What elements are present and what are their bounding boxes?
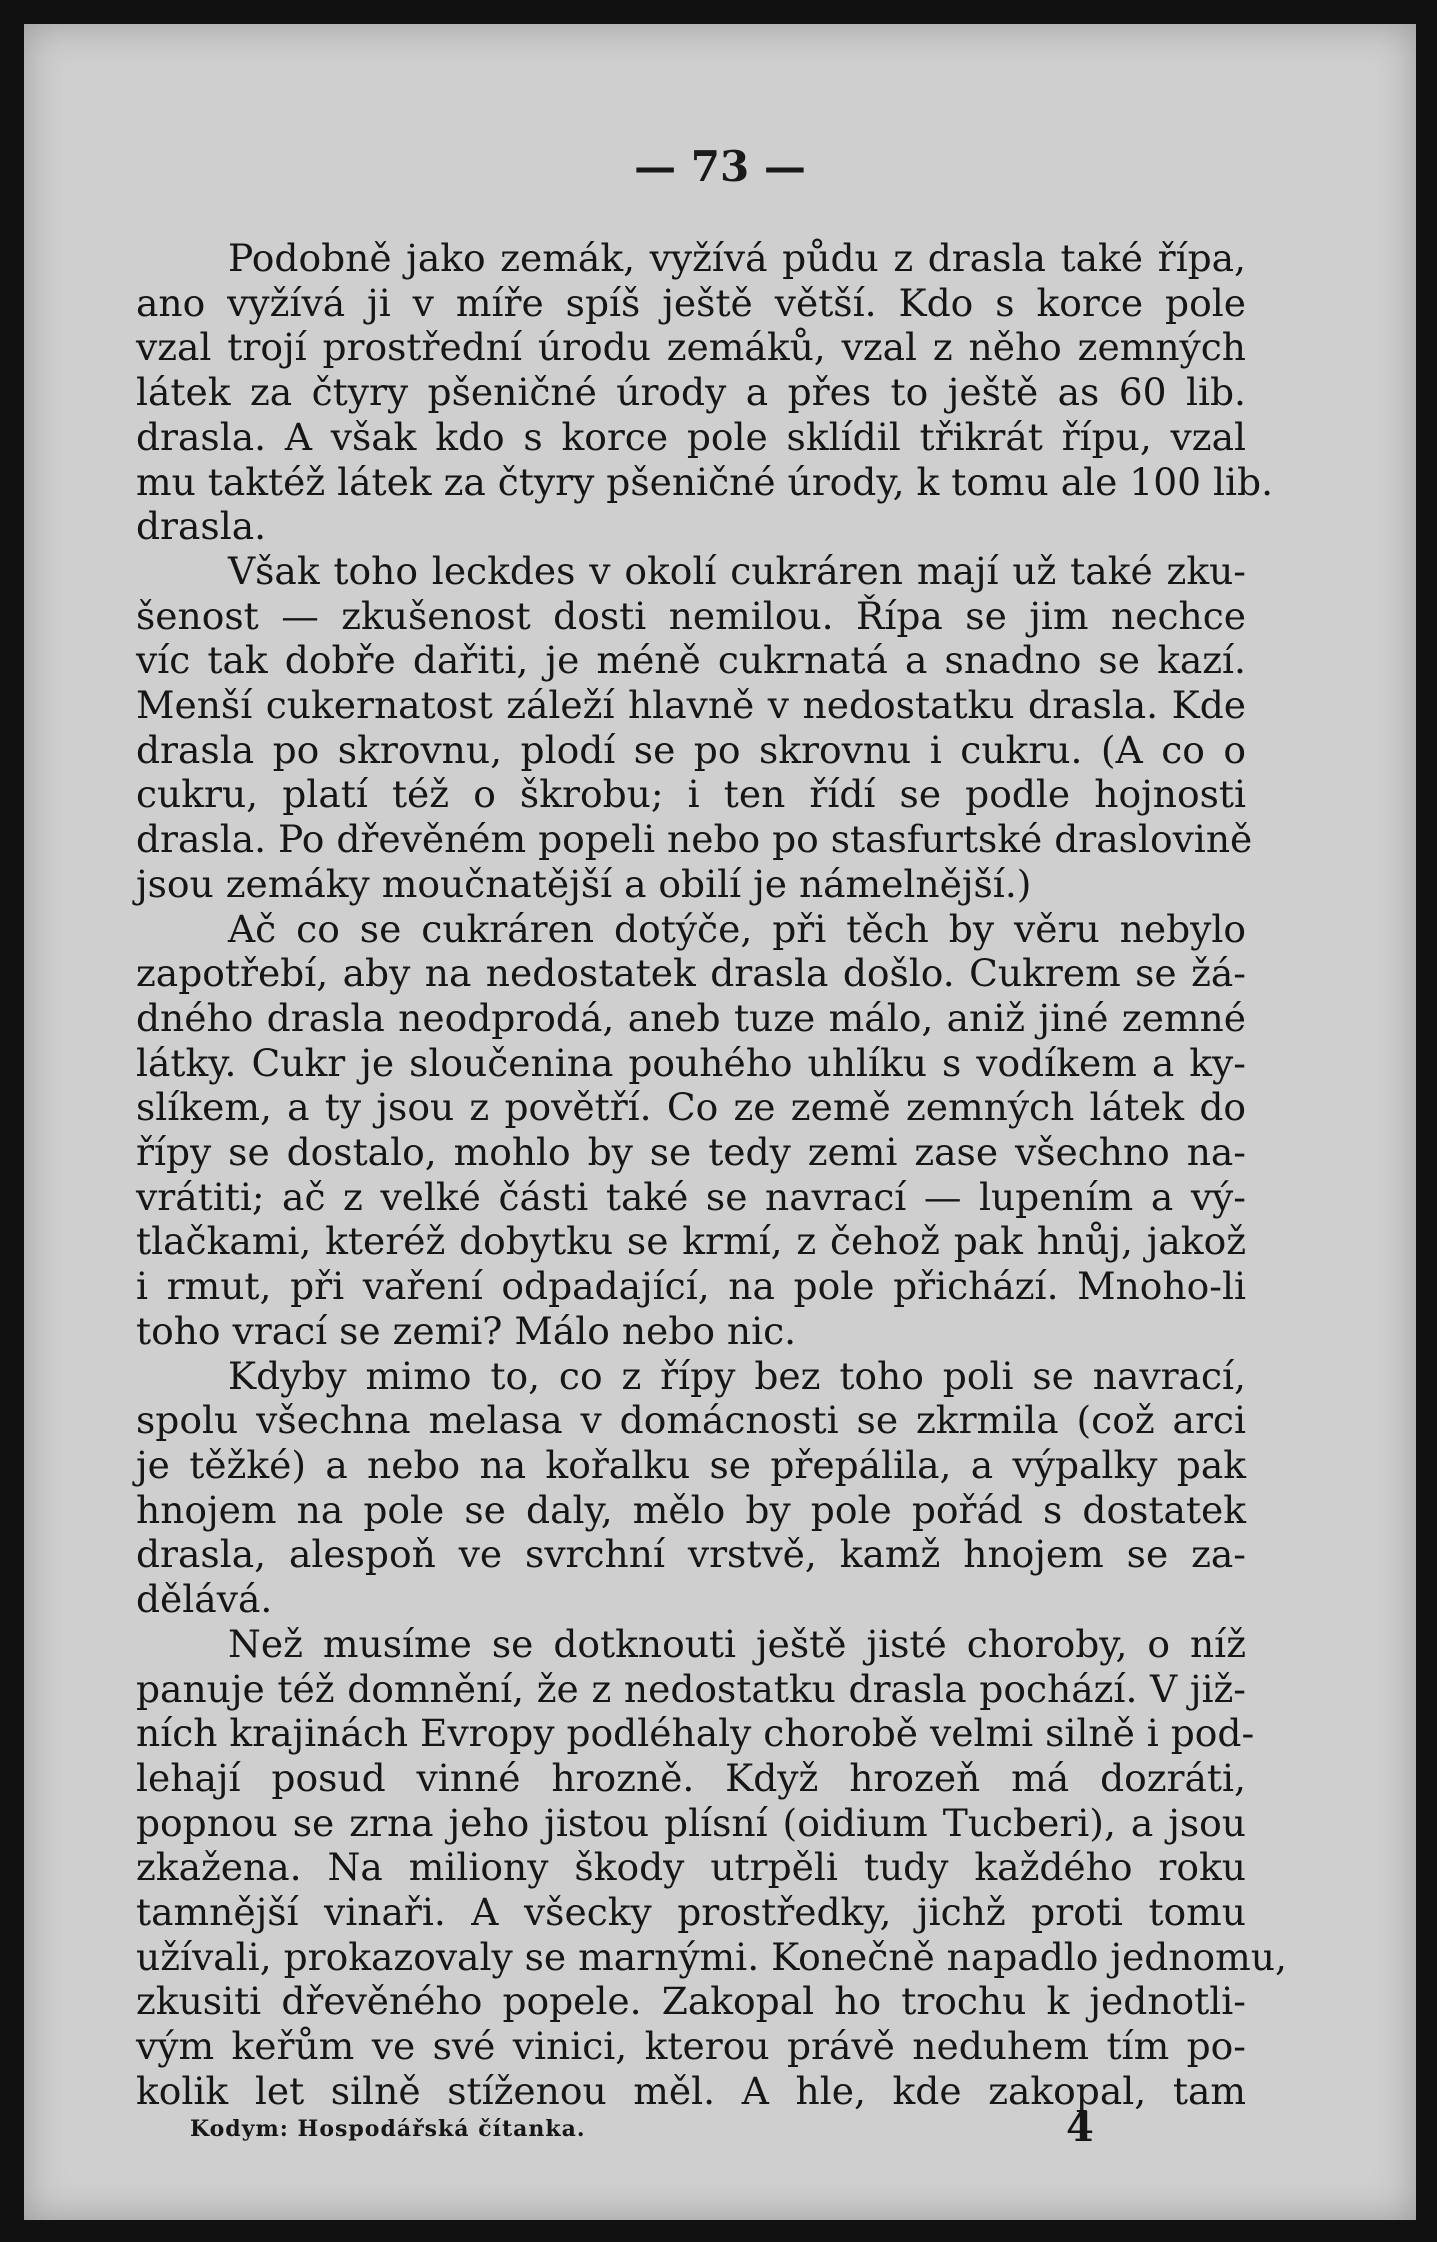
text-line: panuje též domnění, že z nedostatku drasla pochází. V již- xyxy=(136,1666,1246,1711)
text-line: šenost — zkušenost dosti nemilou. Řípa se jim nechce xyxy=(136,593,1246,638)
text-line: dného drasla neodprodá, aneb tuze málo, aniž jiné zemné xyxy=(136,995,1246,1040)
text-line: vrátiti; ač z velké části také se navrací — lupením a vý- xyxy=(136,1174,1246,1219)
text-line: mu taktéž látek za čtyry pšeničné úrody, k tomu ale 100 lib. xyxy=(136,459,1274,504)
text-line: lehají posud vinné hrozně. Když hrozeň má dozráti, xyxy=(136,1755,1246,1800)
text-line: kolik let silně stíženou měl. A hle, kde zakopal, tam xyxy=(136,2068,1246,2113)
text-line: spolu všechna melasa v domácnosti se zkrmila (což arci xyxy=(136,1398,1246,1443)
text-line: drasla. Po dřevěném popeli nebo po stasfurtské draslovině xyxy=(136,817,1253,862)
paragraph-2 xyxy=(136,548,1253,907)
text-line: Však toho leckdes v okolí cukráren mají už také zku- xyxy=(228,548,1246,593)
body-text xyxy=(136,236,1287,2114)
text-line: tlačkami, kteréž dobytku se krmí, z čehož pak hnůj, jakož xyxy=(136,1219,1246,1264)
text-line: slíkem, a ty jsou z povětří. Co ze země zemných látek do xyxy=(136,1085,1246,1130)
paragraph-4 xyxy=(136,1354,1246,1622)
book-page xyxy=(24,24,1416,2220)
text-line: zapotřebí, aby na nedostatek drasla došlo. Cukrem se žá- xyxy=(136,951,1246,996)
text-line: Než musíme se dotknouti ještě jisté choroby, o níž xyxy=(228,1621,1246,1666)
text-line: tamnější vinaři. A všecky prostředky, jichž proti tomu xyxy=(136,1890,1246,1935)
text-line: cukru, platí též o škrobu; i ten řídí se podle hojnosti xyxy=(136,772,1246,817)
text-line: ních krajinách Evropy podléhaly chorobě velmi silně i pod- xyxy=(136,1711,1255,1756)
text-line: toho vrací se zemi? Málo nebo nic. xyxy=(136,1308,797,1353)
text-line: vzal trojí prostřední úrodu zemáků, vzal z něho zemných xyxy=(136,325,1246,370)
text-line: popnou se zrna jeho jistou plísní (oidium Tucberi), a jsou xyxy=(136,1800,1246,1845)
text-line: dělává. xyxy=(136,1577,273,1622)
text-line: užívali, prokazovaly se marnými. Konečně napadlo jednomu, xyxy=(136,1934,1287,1979)
paragraph-5 xyxy=(136,1621,1287,2114)
text-line: víc tak dobře dařiti, je méně cukrnatá a snadno se kazí. xyxy=(136,638,1246,683)
text-line: drasla. A však kdo s korce pole sklídil třikrát řípu, vzal xyxy=(136,414,1246,459)
text-line: ano vyžívá ji v míře spíš ještě větší. Kdo s korce pole xyxy=(136,280,1246,325)
text-line: je těžké) a nebo na kořalku se přepálila, a výpalky pak xyxy=(136,1442,1246,1487)
text-line: Ač co se cukráren dotýče, při těch by věru nebylo xyxy=(228,906,1246,951)
text-line: drasla. xyxy=(136,504,267,549)
text-line: hnojem na pole se daly, mělo by pole pořád s dostatek xyxy=(136,1487,1246,1532)
text-line: zkažena. Na miliony škody utrpěli tudy každého roku xyxy=(136,1845,1246,1890)
text-line: i rmut, při vaření odpadající, na pole přichází. Mnoho-li xyxy=(136,1264,1246,1309)
paragraph-1 xyxy=(136,236,1274,549)
text-line: drasla, alespoň ve svrchní vrstvě, kamž hnojem se za- xyxy=(136,1532,1246,1577)
text-line: vým keřům ve své vinici, kterou právě neduhem tím po- xyxy=(136,2024,1246,2069)
text-line: Podobně jako zemák, vyžívá půdu z drasla také řípa, xyxy=(228,236,1246,280)
text-line: Menší cukernatost záleží hlavně v nedostatku drasla. Kde xyxy=(136,683,1246,728)
footer-signature: Kodym: Hospodářská čítanka. xyxy=(190,2116,586,2142)
text-line: Kdyby mimo to, co z řípy bez toho poli se navrací, xyxy=(228,1353,1246,1398)
sheet-number: 4 xyxy=(1066,2104,1094,2151)
text-line: zkusiti dřevěného popele. Zakopal ho trochu k jednotli- xyxy=(136,1979,1246,2024)
text-line: látky. Cukr je sloučenina pouhého uhlíku s vodíkem a ky- xyxy=(136,1040,1246,1085)
text-line: látek za čtyry pšeničné úrody a přes to ještě as 60 lib. xyxy=(136,370,1246,415)
text-line: drasla po skrovnu, plodí se po skrovnu i cukru. (A co o xyxy=(136,727,1246,772)
text-line: řípy se dostalo, mohlo by se tedy zemi zase všechno na- xyxy=(136,1130,1246,1175)
text-line: jsou zemáky moučnatější a obilí je námelnější.) xyxy=(136,861,1032,906)
paragraph-3 xyxy=(136,907,1246,1354)
page-number: — 73 — xyxy=(634,142,806,191)
